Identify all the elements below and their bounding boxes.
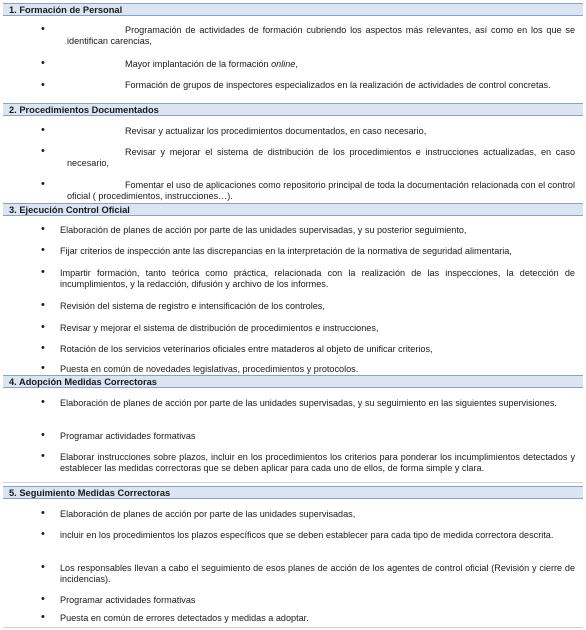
bullet-icon: • <box>41 429 45 441</box>
bullet-icon: • <box>41 528 45 540</box>
list-item: Elaboración de planes de acción por parte de las unidades supervisadas, <box>60 509 356 519</box>
bullet-icon: • <box>41 57 45 69</box>
list-item: Elaborar instrucciones sobre plazos, incluir en los procedimientos los criterios para ponderar los incumplimientos detectados y establecer las medidas correctoras que se deben aplicar para cada uno de ellos, de forma simple y clara. <box>60 452 575 474</box>
bullet-icon: • <box>41 611 45 623</box>
section-title: 2. Procedimientos Documentados <box>3 103 583 116</box>
bullet-icon: • <box>41 79 45 91</box>
bullet-icon: • <box>41 145 45 157</box>
bullet-icon: • <box>41 266 45 278</box>
list-item: Programar actividades formativas <box>60 431 196 441</box>
section-ejecucion <box>3 203 583 376</box>
bullet-icon: • <box>41 178 45 190</box>
section-title: 4. Adopción Medidas Correctoras <box>3 375 583 388</box>
list-item: Fomentar el uso de aplicaciones como repositorio principal de toda la documentación relacionada con el control oficial ( procedimientos, instrucciones…). <box>67 180 575 202</box>
list-item: Revisión del sistema de registro e intensificación de los controles, <box>60 301 325 311</box>
list-item: Revisar y actualizar los procedimientos documentados, en caso necesario, <box>125 126 427 136</box>
section-formacion <box>3 3 583 104</box>
list-item: Los responsables llevan a cabo el seguimiento de esos planes de acción de los agentes de control oficial (Revisión y cierre de incidencias). <box>60 563 575 585</box>
bullet-icon: • <box>41 321 45 333</box>
section-procedimientos <box>3 103 583 204</box>
list-item: Mayor implantación de la formación online, <box>125 59 298 69</box>
list-item: incluir en los procedimientos los plazos específicos que se deben establecer para cada tipo de medida correctora descrita. <box>60 530 554 540</box>
bullet-icon: • <box>41 124 45 136</box>
bullet-icon: • <box>41 396 45 408</box>
section-title: 5. Seguimiento Medidas Correctoras <box>3 486 583 499</box>
bullet-icon: • <box>41 450 45 462</box>
list-item: Puesta en común de errores detectados y medidas a adoptar. <box>60 613 309 623</box>
list-item: Fijar criterios de inspección ante las discrepancias en la interpretación de la normativa de seguridad alimentaria, <box>60 246 512 256</box>
list-item: Puesta en común de novedades legislativas, procedimientos y protocolos. <box>60 364 359 374</box>
list-item: Revisar y mejorar el sistema de distribución de los procedimientos e instrucciones actualizadas, en caso necesario, <box>67 147 575 169</box>
list-item: Rotación de los servicios veterinarios oficiales entre mataderos al objeto de unificar criterios, <box>60 344 433 354</box>
section-adopcion <box>3 375 583 483</box>
section-title: 3. Ejecución Control Oficial <box>3 203 583 216</box>
bullet-icon: • <box>41 593 45 605</box>
bullet-icon: • <box>41 223 45 235</box>
list-item: Formación de grupos de inspectores especializados en la realización de actividades de control concretas. <box>125 80 551 90</box>
bullet-icon: • <box>41 244 45 256</box>
list-item: Elaboración de planes de acción por parte de las unidades supervisadas, y su posterior seguimiento, <box>60 225 467 235</box>
bullet-icon: • <box>41 342 45 354</box>
bullet-icon: • <box>41 362 45 374</box>
list-item: Programar actividades formativas <box>60 595 196 605</box>
list-item: Programación de actividades de formación cubriendo los aspectos más relevantes, así como en los que se identifican carencias, <box>67 25 575 47</box>
list-item: Revisar y mejorar el sistema de distribución de procedimientos e instrucciones, <box>60 323 379 333</box>
bullet-icon: • <box>41 23 45 35</box>
bullet-icon: • <box>41 299 45 311</box>
section-title: 1. Formación de Personal <box>3 3 583 16</box>
list-item: Impartir formación, tanto teórica como práctica, relacionada con la realización de las inspecciones, la detección de incumplimientos, y la redacción, difusión y archivo de los informes. <box>60 268 575 290</box>
bullet-icon: • <box>41 561 45 573</box>
list-item: Elaboración de planes de acción por parte de las unidades supervisadas, y su seguimiento en las siguientes supervisiones. <box>60 398 557 408</box>
bullet-icon: • <box>41 507 45 519</box>
section-seguimiento <box>3 486 583 628</box>
